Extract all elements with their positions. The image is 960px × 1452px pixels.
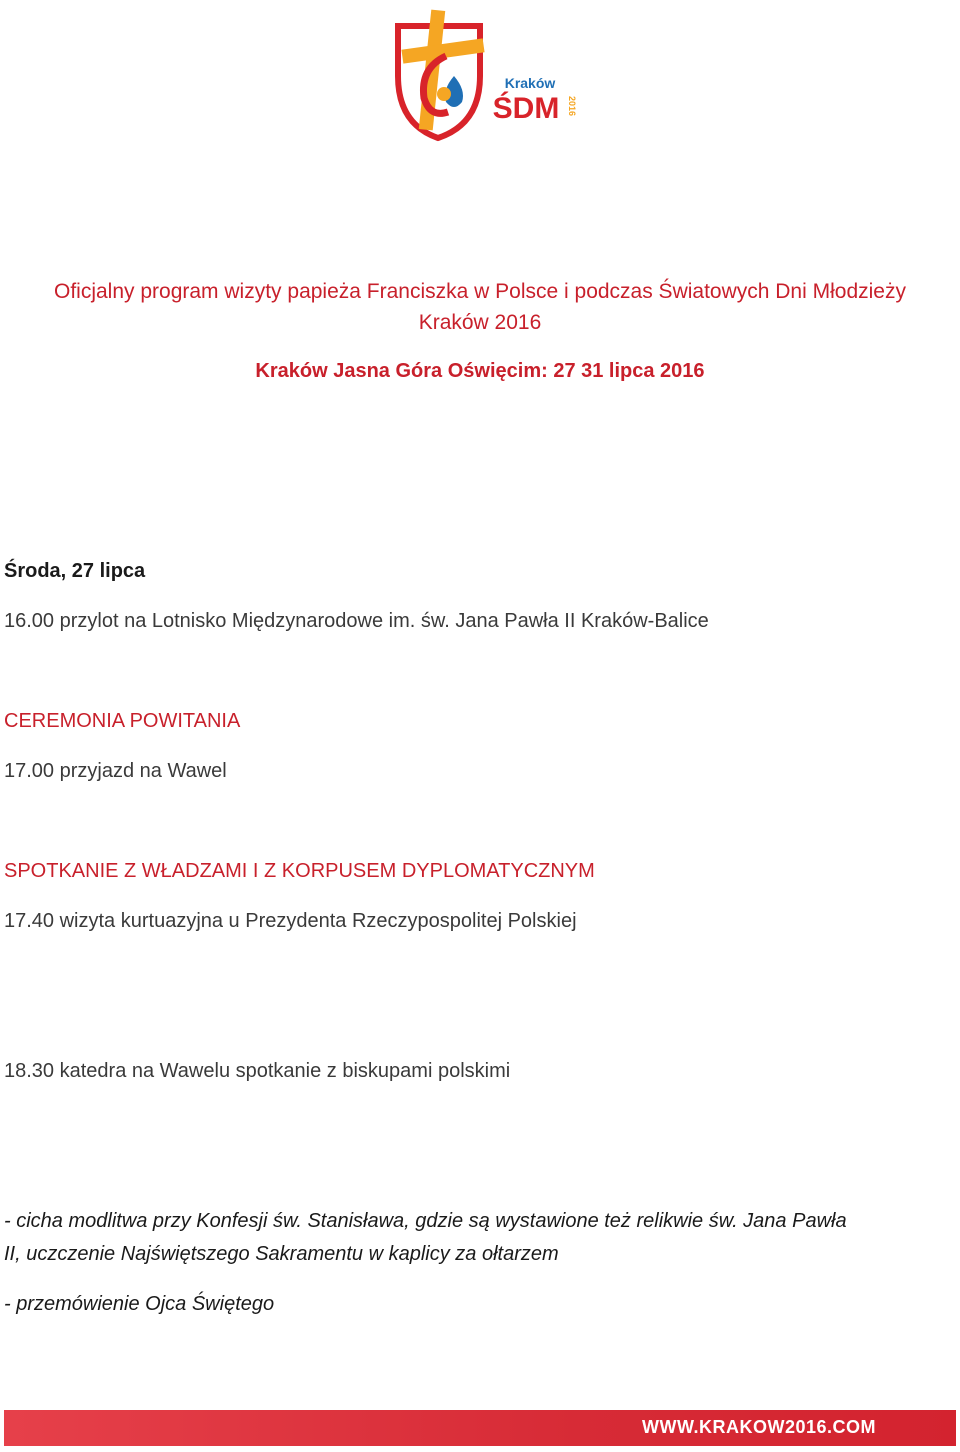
day-heading: Środa, 27 lipca <box>4 560 146 582</box>
logo-main-text: ŚDM <box>492 92 560 125</box>
footer-website-link[interactable]: WWW.KRAKOW2016.COM <box>642 1417 876 1437</box>
event-arrival: 16.00 przylot na Lotnisko Międzynarodowe im. św. Jana Pawła II Kraków-Balice <box>4 610 709 632</box>
title-line-1: Oficjalny program wizyty papieża Franciszka w Polsce i podczas Światowych Dni Młodzieży <box>54 280 906 303</box>
event-cathedral-meeting: 18.30 katedra na Wawelu spotkanie z biskupami polskimi <box>4 1060 511 1082</box>
logo-year-text: 2016 <box>567 95 577 117</box>
event-wawel-arrival: 17.00 przyjazd na Wawel <box>4 760 227 782</box>
logo-city-text: Kraków <box>504 75 556 91</box>
detail-adoration: II, uczczenie Najświętszego Sakramentu w kaplicy za ołtarzem <box>4 1243 559 1265</box>
event-courtesy-visit: 17.40 wizyta kurtuazyjna u Prezydenta Rzeczypospolitej Polskiej <box>4 910 577 932</box>
cross-logo-icon <box>380 6 590 146</box>
document-subtitle: Kraków Jasna Góra Oświęcim: 27 31 lipca 2016 <box>255 360 705 382</box>
detail-silent-prayer: - cicha modlitwa przy Konfesji św. Stanisława, gdzie są wystawione też relikwie św. Jana Pawła <box>4 1210 847 1232</box>
title-line-2: Kraków 2016 <box>418 311 542 334</box>
detail-speech: - przemówienie Ojca Świętego <box>4 1293 275 1315</box>
footer-banner <box>4 1410 956 1446</box>
section-welcome-ceremony: CEREMONIA POWITANIA <box>4 710 241 732</box>
sdm-logo <box>380 6 590 146</box>
section-authorities-meeting: SPOTKANIE Z WŁADZAMI I Z KORPUSEM DYPLOMATYCZNYM <box>4 860 595 882</box>
document-title <box>0 276 960 338</box>
orange-dot <box>437 87 451 101</box>
